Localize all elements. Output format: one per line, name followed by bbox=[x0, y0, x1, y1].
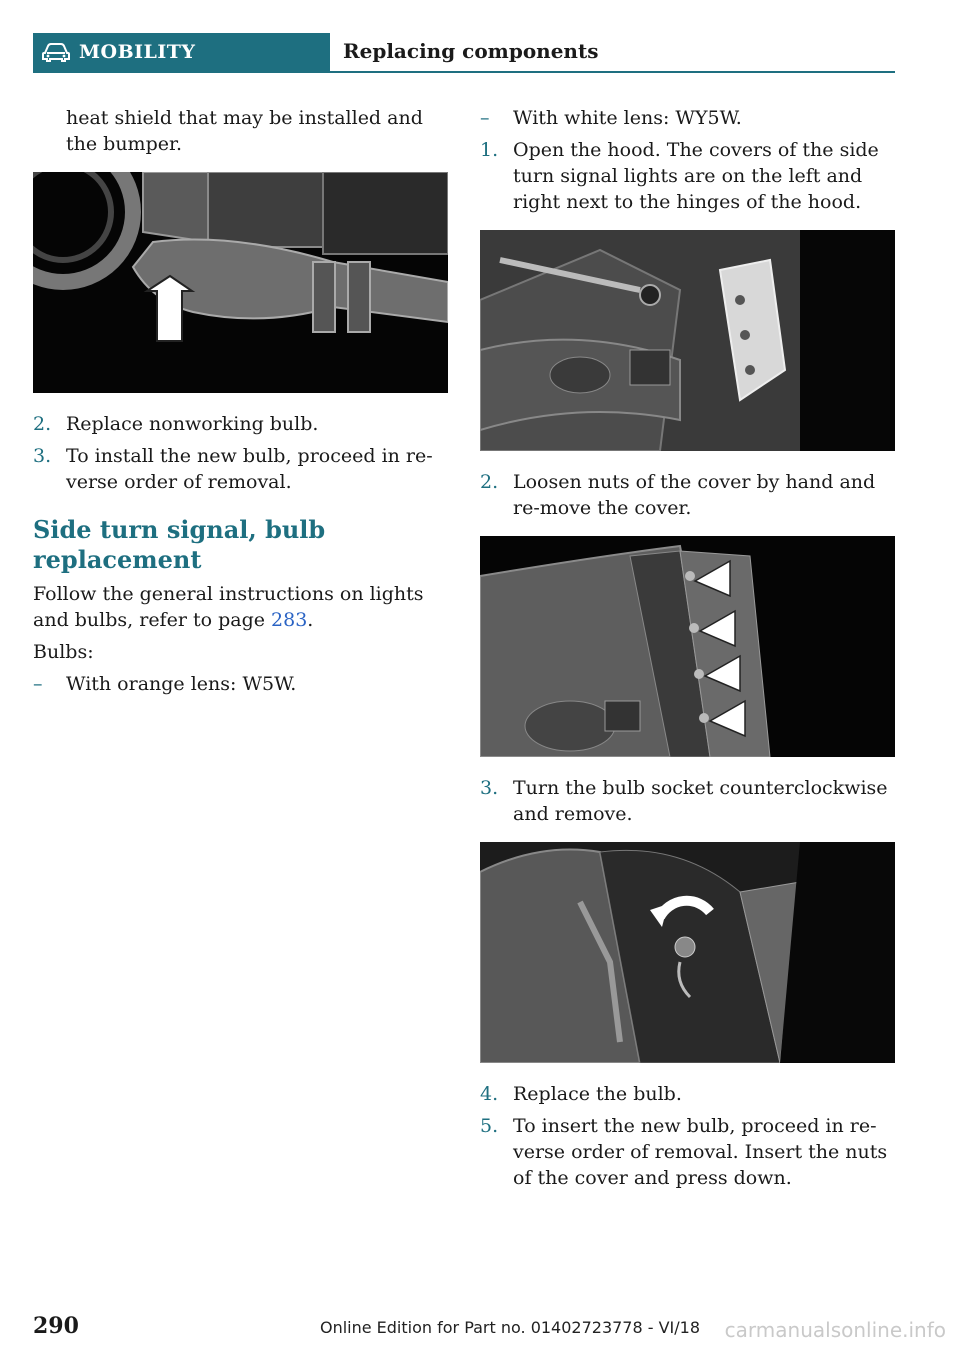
section-label: MOBILITY bbox=[79, 41, 196, 63]
list-item: 3. Turn the bulb socket counterclockwise and remove. bbox=[480, 777, 888, 825]
section-heading: Side turn signal, bulb replacement bbox=[33, 515, 326, 574]
list-item: – With orange lens: W5W. bbox=[33, 673, 297, 695]
left-column bbox=[33, 105, 448, 703]
list-item: 2. Loosen nuts of the cover by hand and re-move the cover. bbox=[480, 471, 876, 519]
bulb-socket-figure bbox=[480, 842, 895, 1063]
page-header bbox=[33, 33, 895, 73]
list-item: 5. To insert the new bulb, proceed in re-verse order of removal. Insert the nuts of the cover and press down. bbox=[480, 1115, 888, 1189]
watermark: carmanualsonline.info bbox=[724, 1318, 946, 1342]
instructions-paragraph: Follow the general instructions on lights and bulbs, refer to page 283. bbox=[33, 583, 424, 631]
rear-bumper-figure bbox=[33, 172, 448, 393]
car-icon bbox=[41, 41, 71, 63]
section-tab bbox=[33, 33, 330, 71]
list-item: 1. Open the hood. The covers of the side turn signal lights are on the left and right next to the hinges of the hood. bbox=[480, 139, 879, 213]
right-column bbox=[480, 105, 895, 1197]
bulbs-label: Bulbs: bbox=[33, 641, 94, 663]
page-title: Replacing components bbox=[343, 39, 599, 63]
list-item: 4. Replace the bulb. bbox=[480, 1083, 682, 1105]
hood-hinge-figure bbox=[480, 230, 895, 451]
page-link[interactable]: 283 bbox=[271, 609, 308, 631]
intro-text: heat shield that may be installed and the bumper. bbox=[66, 107, 423, 155]
list-item: 2. Replace nonworking bulb. bbox=[33, 413, 319, 435]
page-number: 290 bbox=[33, 1313, 79, 1339]
cover-nuts-figure bbox=[480, 536, 895, 757]
edition-note: Online Edition for Part no. 01402723778 - VI/18 bbox=[319, 1318, 701, 1337]
list-item: 3. To install the new bulb, proceed in re-verse order of removal. bbox=[33, 445, 433, 493]
list-item: – With white lens: WY5W. bbox=[480, 107, 742, 129]
